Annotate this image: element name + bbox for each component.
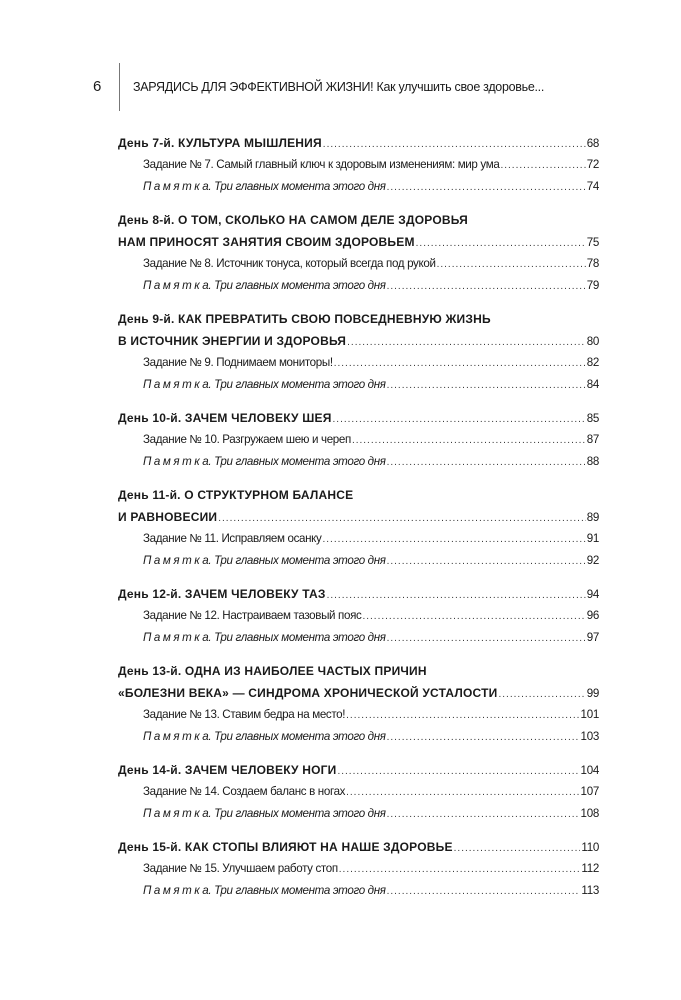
toc-section [118,209,599,297]
memo-entry[interactable] [118,374,599,396]
chapter-entry[interactable] [118,330,599,352]
dot-leader [416,233,586,255]
task-entry-page: 107 [580,785,599,798]
memo-entry-label: П а м я т к а. Три главных момента этого дня [143,180,386,193]
chapter-entry [118,308,599,330]
chapter-entry-label: День 8-й. О ТОМ, СКОЛЬКО НА САМОМ ДЕЛЕ ЗДОРОВЬЯ [118,213,468,227]
toc-section [118,759,599,825]
toc-section [118,308,599,396]
task-entry-page: 87 [586,433,599,446]
memo-entry-page: 74 [586,180,599,193]
page-number: 6 [93,78,102,95]
chapter-entry[interactable] [118,506,599,528]
dot-leader [437,254,586,276]
chapter-entry-page: 80 [586,335,599,348]
task-entry-label: Задание № 15. Улучшаем работу стоп [143,862,338,875]
task-entry-page: 78 [586,257,599,270]
chapter-entry-label: В ИСТОЧНИК ЭНЕРГИИ И ЗДОРОВЬЯ [118,334,347,348]
dot-leader [387,881,581,903]
task-entry-label: Задание № 7. Самый главный ключ к здоровым изменениям: мир ума [143,158,500,171]
memo-entry-label: П а м я т к а. Три главных момента этого дня [143,455,386,468]
dot-leader [387,177,586,199]
memo-entry[interactable] [118,550,599,572]
task-entry[interactable] [118,154,599,176]
task-entry-page: 112 [581,862,599,875]
chapter-entry-page: 110 [581,841,599,854]
memo-entry-page: 108 [580,807,599,820]
task-entry-label: Задание № 14. Создаем баланс в ногах [143,785,346,798]
task-entry-label: Задание № 8. Источник тонуса, который всегда под рукой [143,257,436,270]
dot-leader [346,705,579,727]
toc-section [118,660,599,748]
header-divider [119,63,120,111]
dot-leader [334,353,586,375]
task-entry[interactable] [118,429,599,451]
chapter-entry[interactable] [118,407,599,429]
task-entry-page: 101 [580,708,599,721]
chapter-entry-label: НАМ ПРИНОСЯТ ЗАНЯТИЯ СВОИМ ЗДОРОВЬЕМ [118,235,415,249]
chapter-entry [118,209,599,231]
toc-section [118,484,599,572]
chapter-entry-page: 104 [580,764,599,777]
task-entry-page: 96 [586,609,599,622]
memo-entry-page: 97 [586,631,599,644]
dot-leader [454,838,581,860]
task-entry-page: 91 [586,532,599,545]
task-entry-page: 72 [586,158,599,171]
dot-leader [352,430,586,452]
memo-entry[interactable] [118,803,599,825]
running-title: ЗАРЯДИСЬ ДЛЯ ЭФФЕКТИВНОЙ ЖИЗНИ! Как улучшить свое здоровье... [133,80,544,94]
memo-entry-page: 88 [586,455,599,468]
chapter-entry[interactable] [118,583,599,605]
task-entry-page: 82 [586,356,599,369]
chapter-entry-label: «БОЛЕЗНИ ВЕКА» — СИНДРОМА ХРОНИЧЕСКОЙ УСТАЛОСТИ [118,686,498,700]
memo-entry[interactable] [118,726,599,748]
task-entry[interactable] [118,352,599,374]
memo-entry[interactable] [118,627,599,649]
memo-entry-label: П а м я т к а. Три главных момента этого дня [143,884,386,897]
chapter-entry[interactable] [118,759,599,781]
memo-entry-page: 103 [580,730,599,743]
chapter-entry-page: 68 [586,137,599,150]
toc-section [118,836,599,902]
dot-leader [500,155,585,177]
task-entry-label: Задание № 9. Поднимаем мониторы! [143,356,333,369]
chapter-entry-page: 94 [586,588,599,601]
dot-leader [322,529,585,551]
chapter-entry-label: День 12-й. ЗАЧЕМ ЧЕЛОВЕКУ ТАЗ [118,587,326,601]
dot-leader [218,508,585,530]
toc-section [118,132,599,198]
dot-leader [327,585,586,607]
dot-leader [387,551,586,573]
chapter-entry[interactable] [118,682,599,704]
table-of-contents [118,132,599,913]
chapter-entry-label: День 7-й. КУЛЬТУРА МЫШЛЕНИЯ [118,136,322,150]
memo-entry-label: П а м я т к а. Три главных момента этого дня [143,279,386,292]
chapter-entry-page: 99 [586,687,599,700]
toc-section [118,407,599,473]
task-entry-label: Задание № 13. Ставим бедра на место! [143,708,346,721]
task-entry[interactable] [118,858,599,880]
toc-section [118,583,599,649]
memo-entry-page: 79 [586,279,599,292]
memo-entry-label: П а м я т к а. Три главных момента этого дня [143,554,386,567]
task-entry[interactable] [118,704,599,726]
chapter-entry-page: 89 [586,511,599,524]
dot-leader [347,332,586,354]
chapter-entry[interactable] [118,231,599,253]
chapter-entry-label: День 13-й. ОДНА ИЗ НАИБОЛЕЕ ЧАСТЫХ ПРИЧИН [118,664,427,678]
memo-entry-label: П а м я т к а. Три главных момента этого дня [143,730,386,743]
task-entry[interactable] [118,253,599,275]
memo-entry-label: П а м я т к а. Три главных момента этого дня [143,807,386,820]
memo-entry[interactable] [118,451,599,473]
memo-entry-label: П а м я т к а. Три главных момента этого дня [143,378,386,391]
dot-leader [387,276,586,298]
task-entry[interactable] [118,781,599,803]
chapter-entry-page: 85 [586,412,599,425]
memo-entry-page: 92 [586,554,599,567]
task-entry-label: Задание № 12. Настраиваем тазовый пояс [143,609,362,622]
dot-leader [362,606,585,628]
chapter-entry [118,484,599,506]
dot-leader [387,452,586,474]
dot-leader [333,409,586,431]
chapter-entry-label: День 14-й. ЗАЧЕМ ЧЕЛОВЕКУ НОГИ [118,763,337,777]
chapter-entry[interactable] [118,132,599,154]
chapter-entry-label: И РАВНОВЕСИИ [118,510,218,524]
memo-entry-page: 84 [586,378,599,391]
dot-leader [323,134,586,156]
dot-leader [346,782,579,804]
chapter-entry [118,660,599,682]
chapter-entry-label: День 9-й. КАК ПРЕВРАТИТЬ СВОЮ ПОВСЕДНЕВНУЮ ЖИЗНЬ [118,312,491,326]
chapter-entry-label: День 10-й. ЗАЧЕМ ЧЕЛОВЕКУ ШЕЯ [118,411,332,425]
task-entry-label: Задание № 10. Разгружаем шею и череп [143,433,351,446]
memo-entry[interactable] [118,275,599,297]
dot-leader [387,727,580,749]
dot-leader [339,859,581,881]
task-entry[interactable] [118,528,599,550]
memo-entry-page: 113 [581,884,599,897]
task-entry-label: Задание № 11. Исправляем осанку [143,532,322,545]
chapter-entry[interactable] [118,836,599,858]
memo-entry[interactable] [118,176,599,198]
chapter-entry-label: День 15-й. КАК СТОПЫ ВЛИЯЮТ НА НАШЕ ЗДОРОВЬЕ [118,840,453,854]
dot-leader [387,804,580,826]
memo-entry[interactable] [118,880,599,902]
dot-leader [337,761,579,783]
dot-leader [498,684,585,706]
dot-leader [387,628,586,650]
task-entry[interactable] [118,605,599,627]
chapter-entry-page: 75 [586,236,599,249]
dot-leader [387,375,586,397]
memo-entry-label: П а м я т к а. Три главных момента этого дня [143,631,386,644]
chapter-entry-label: День 11-й. О СТРУКТУРНОМ БАЛАНСЕ [118,488,354,502]
